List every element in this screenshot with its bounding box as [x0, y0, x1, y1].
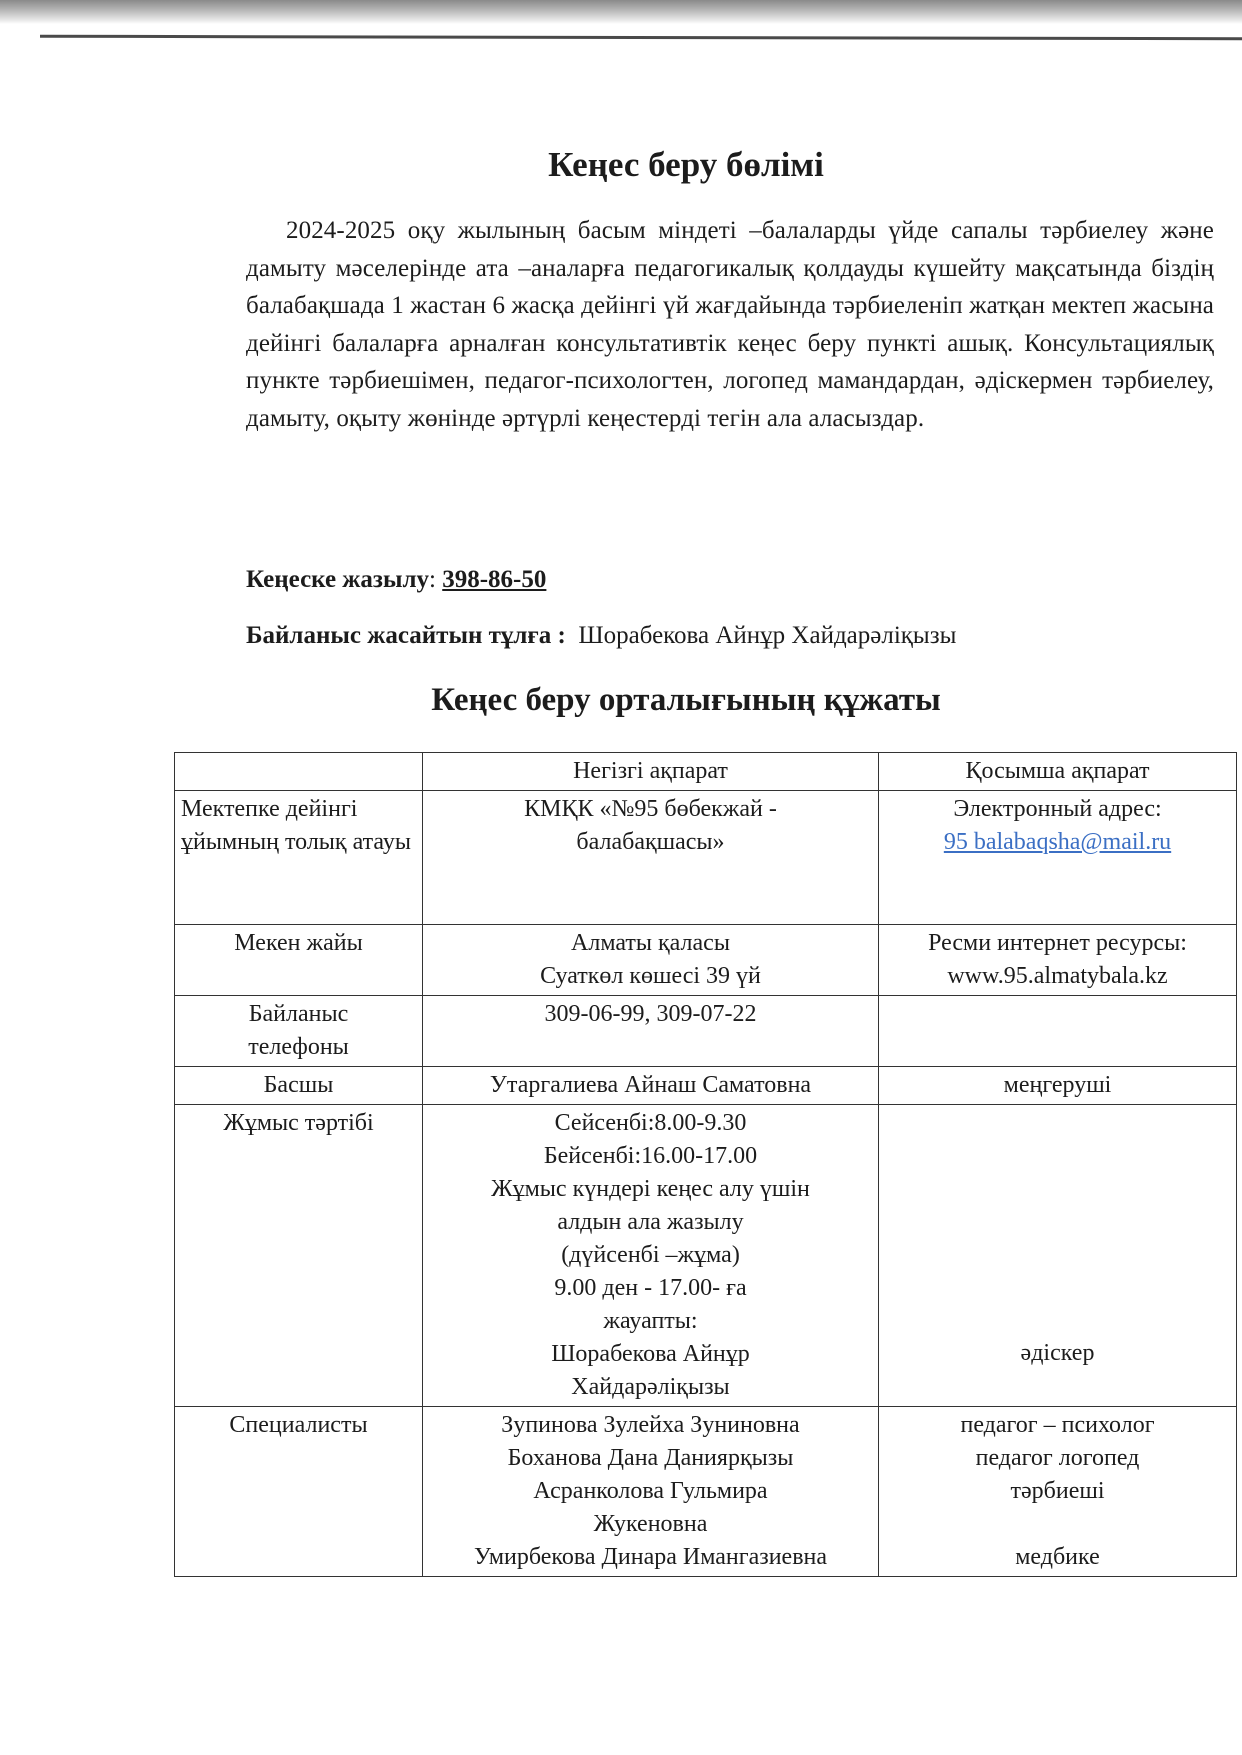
table-row-phones	[175, 996, 1237, 1067]
header-cell-main: Негізгі ақпарат	[423, 753, 879, 791]
contact-label: Байланыс жасайтын тұлға :	[246, 622, 566, 649]
head-extra: меңгеруші	[879, 1067, 1237, 1105]
address-label: Мекен жайы	[175, 925, 423, 996]
table-row-org-name	[175, 791, 1237, 925]
email-link[interactable]: 95 balabaqsha@mail.ru	[943, 829, 1172, 855]
signup-label: Кеңеске жазылу	[246, 566, 430, 593]
schedule-main: Сейсенбі:8.00-9.30 Бейсенбі:16.00-17.00 Жұмыс күндері кеңес алу үшін алдын ала жазылу (дүйсенбі –жұма) 9.00 ден - 17.00- ға жауапты: Шорабекова Айнұр Хайдарәліқызы	[423, 1105, 879, 1407]
contact-name: Шорабекова Айнұр Хайдарәліқызы	[578, 622, 957, 649]
table-row-head	[175, 1067, 1237, 1105]
org-name-label: Мектепке дейінгі ұйымның толық атауы	[175, 791, 423, 925]
table-row-specialists	[175, 1407, 1237, 1577]
scan-edge-line	[40, 35, 1242, 41]
table-row-schedule	[175, 1105, 1237, 1407]
document-title: Кеңес беру орталығының құжаты	[431, 682, 941, 718]
specialists-names: Зупинова Зулейха Зуниновна Боханова Дана Даниярқызы Асранколова Гульмира Жукеновна Умирбекова Динара Имангазиевна	[423, 1407, 879, 1577]
schedule-label: Жұмыс тәртібі	[175, 1105, 423, 1407]
header-cell-extra: Қосымша ақпарат	[879, 753, 1237, 791]
schedule-extra: әдіскер	[879, 1105, 1237, 1407]
scan-edge-shadow	[0, 0, 1242, 24]
header-cell-empty	[175, 753, 423, 791]
head-label: Басшы	[175, 1067, 423, 1105]
page-title: Кеңес беру бөлімі	[548, 145, 824, 184]
specialists-label: Специалисты	[175, 1407, 423, 1577]
specialists-roles: педагог – психолог педагог логопед тәрбиеші медбике	[879, 1407, 1237, 1577]
info-table	[174, 752, 1237, 1577]
website-link[interactable]: www.95.almatybala.kz	[947, 963, 1168, 989]
org-name-main: КМҚК «№95 бөбекжай - балабақшасы»	[423, 791, 879, 925]
head-main: Утаргалиева Айнаш Саматовна	[423, 1067, 879, 1105]
phones-extra	[879, 996, 1237, 1067]
table-row-address	[175, 925, 1237, 996]
contact-person-line	[246, 622, 956, 650]
phones-label: Байланыс телефоны	[175, 996, 423, 1067]
address-extra: Ресми интернет ресурсы: www.95.almatybala.kz	[879, 925, 1237, 996]
phones-main: 309-06-99, 309-07-22	[423, 996, 879, 1067]
address-main: Алматы қаласы Суаткөл көшесі 39 үй	[423, 925, 879, 996]
table-header-row	[175, 753, 1237, 791]
org-name-extra: Электронный адрес: 95 balabaqsha@mail.ru	[879, 791, 1237, 925]
intro-paragraph: 2024-2025 оқу жылының басым міндеті –балаларды үйде сапалы тәрбиелеу және дамыту мәселерінде ата –аналарға педагогикалық қолдауды күшейту мақсатында біздің балабақшада 1 жастан 6 жасқа дейінгі үй жағдайында тәрбиеленіп жатқан мектеп жасына дейінгі балаларға арналған консультативтік кеңес беру пункті ашық. Консультациялық пункте тәрбиешімен, педагог-психологтен, логопед мамандардан, әдіскермен тәрбиелеу, дамыту, оқыту жөнінде әртүрлі кеңестерді тегін ала аласыздар.	[246, 217, 1214, 432]
signup-line: Кеңеске жазылу: 398-86-50	[246, 566, 547, 593]
signup-phone-link[interactable]: 398-86-50	[442, 566, 547, 593]
